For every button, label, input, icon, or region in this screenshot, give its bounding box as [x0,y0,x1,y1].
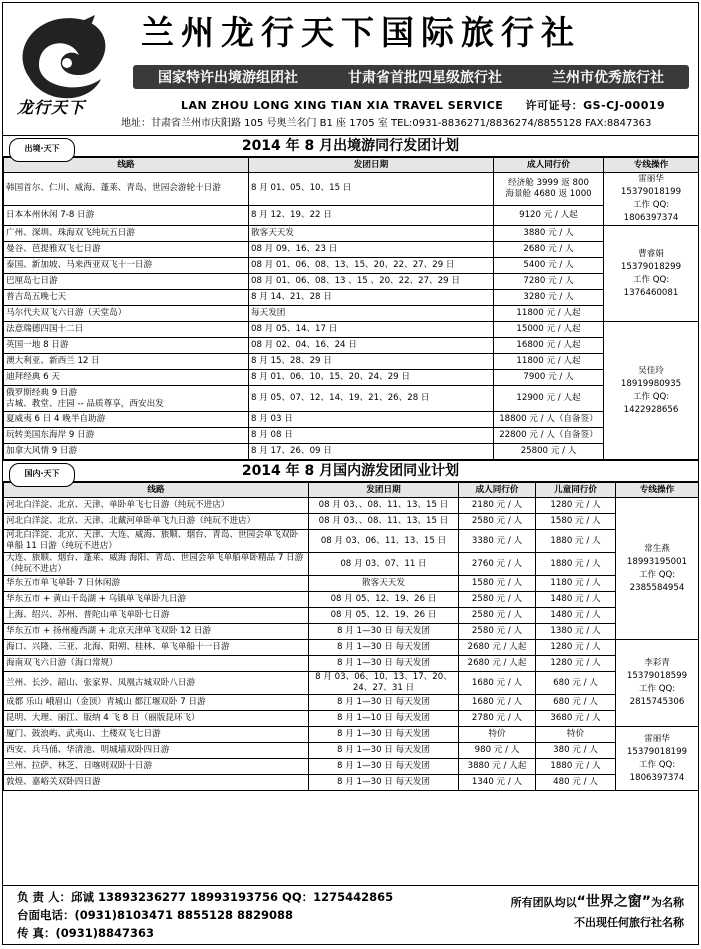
route-cell: 加拿大风情 9 日游 [4,444,249,460]
table-row [4,608,699,624]
contact-name: 吴佳玲 [638,365,664,376]
price-cell: 18800 元 / 人（自备签） [494,412,604,428]
price-cell: 11800 元 / 人起 [494,306,604,322]
price-cell: 3880 元 / 人 [494,226,604,242]
contact-qq-label: 工作 QQ: [638,684,676,694]
child-price-cell: 1180 元 / 人 [536,576,616,592]
date-cell: 08 月 01、06、08、13 、15 、20、22、27、29 日 [249,274,494,290]
date-cell: 08 月 03、06、11、13、15 日 [309,530,459,553]
date-cell: 8 月 15、28、29 日 [249,354,494,370]
route-cell: 上海、绍兴、苏州、普陀山单飞单卧七日游 [4,608,309,624]
contact-cell [616,727,699,791]
route-cell: 华东五市 + 扬州瘦西湖 + 北京天津单飞双卧 12 日游 [4,624,309,640]
child-price-cell: 1880 元 / 人 [536,553,616,576]
domestic-rows [4,498,699,791]
column-header: 专线操作 [616,483,699,498]
notice-line-2: 不出现任何旅行社名称 [574,916,684,929]
column-header: 成人同行价 [459,483,536,498]
adult-price-cell: 1680 元 / 人 [459,672,536,695]
adult-price-cell: 1580 元 / 人 [459,576,536,592]
outbound-rows [4,173,699,460]
child-price-cell: 480 元 / 人 [536,775,616,791]
route-cell: 海南双飞六日游（海口常规） [4,656,309,672]
date-cell: 8 月 12、19、22 日 [249,205,494,225]
route-cell: 厦门、鼓浪屿、武夷山、土楼双飞七日游 [4,727,309,743]
route-cell: 日本本州休闲 7-8 日游 [4,205,249,225]
table-row [4,711,699,727]
child-price-cell: 680 元 / 人 [536,695,616,711]
contact-qq-label: 工作 QQ: [638,569,676,580]
english-name: LAN ZHOU LONG XING TIAN XIA TRAVEL SERVICE [181,99,504,112]
date-cell: 8 月 1—30 日 每天发团 [309,775,459,791]
column-header: 线路 [4,483,309,498]
adult-price-cell: 2580 元 / 人 [459,624,536,640]
footer [3,885,698,944]
adult-price-cell: 2760 元 / 人 [459,553,536,576]
table-row [4,242,699,258]
contact-cell [604,173,699,226]
route-cell: 马尔代夫双飞六日游（天堂岛） [4,306,249,322]
date-cell: 每天发团 [249,306,494,322]
adult-price-cell: 2580 元 / 人 [459,592,536,608]
route-cell: 海口、兴隆、三亚、北海、阳朔、桂林、单飞单船十一日游 [4,640,309,656]
domestic-title-text: 2014 年 8 月国内游发团同业计划 [241,463,460,479]
table-row [4,727,699,743]
route-cell: 法意瑞德四国十二日 [4,322,249,338]
price-cell: 16800 元 / 人起 [494,338,604,354]
table-row [4,498,699,514]
footer-notice [511,892,684,933]
date-cell: 08 月 03、07、11 日 [309,553,459,576]
route-cell: 曼谷、芭提雅双飞七日游 [4,242,249,258]
route-cell: 兰州、长沙、韶山、张家界、凤凰古城双卧八日游 [4,672,309,695]
contact-qq-label: 工作 QQ: [638,759,676,770]
adult-price-cell: 2180 元 / 人 [459,498,536,514]
outbound-badge-icon: 出境·天下 [9,138,75,162]
route-cell: 迪拜经典 6 天 [4,370,249,386]
route-cell: 昆明、大理、丽江、版纳 4 飞 8 日（丽版昆环飞） [4,711,309,727]
license-number: 许可证号：GS-CJ-00019 [525,99,666,112]
date-cell: 08 月 01、06、08、13、15、20、22、27、29 日 [249,258,494,274]
adult-price-cell: 2780 元 / 人 [459,711,536,727]
adult-price-cell: 3880 元 / 人起 [459,759,536,775]
date-cell: 散客天天发 [249,226,494,242]
outbound-table [3,157,699,460]
table-row [4,322,699,338]
date-cell: 8 月 1—10 日 每天发团 [309,711,459,727]
column-header: 专线操作 [604,158,699,173]
contact-cell [604,226,699,322]
contact-qq: 1376460081 [623,287,679,298]
table-row [4,258,699,274]
column-header: 儿童同行价 [536,483,616,498]
notice-text: 所有团队均以 [510,896,577,909]
date-cell: 8 月 1—30 日 每天发团 [309,759,459,775]
child-price-cell: 380 元 / 人 [536,743,616,759]
date-cell: 8 月 1—30 日 每天发团 [309,640,459,656]
price-cell: 22800 元 / 人（自备签） [494,428,604,444]
price-cell: 7900 元 / 人 [494,370,604,386]
address-line: 地址：甘肃省兰州市庆阳路 105 号奥兰名门 B1 座 1705 室 TEL:0931-8836271/8836274/8855128 FAX:8847363 [121,118,652,129]
date-cell: 8 月 1—30 日 每天发团 [309,743,459,759]
child-price-cell: 1480 元 / 人 [536,608,616,624]
child-price-cell: 1380 元 / 人 [536,624,616,640]
contact-cell [616,498,699,640]
date-cell: 08 月 05、12、19、26 日 [309,592,459,608]
slogan-bar [133,65,689,89]
notice-text: 为名称 [651,896,684,909]
domestic-badge-icon: 国内·天下 [9,463,75,487]
price-cell: 3280 元 / 人 [494,290,604,306]
child-price-cell: 1880 元 / 人 [536,759,616,775]
route-cell: 俄罗斯经典 9 日游 古城、教堂、庄园 -- 品质尊享，西安出发 [4,386,249,412]
table-row [4,444,699,460]
contact-qq: 1806397374 [629,772,685,783]
route-cell: 巴厘岛七日游 [4,274,249,290]
contact-cell [616,640,699,727]
manager-line: 负 责 人：邱诚 13893236277 18993193756 QQ：1275442865 [17,890,394,904]
date-cell: 散客天天发 [309,576,459,592]
route-cell: 普吉岛五晚七天 [4,290,249,306]
contact-qq: 1422928656 [623,404,679,415]
child-price-cell: 特价 [536,727,616,743]
adult-price-cell: 980 元 / 人 [459,743,536,759]
contact-cell [604,322,699,460]
child-price-cell: 680 元 / 人 [536,672,616,695]
contact-name: 李彩青 [644,658,670,668]
route-cell: 澳大利亚、新西兰 12 日 [4,354,249,370]
contact-phone: 18919980935 [620,378,682,389]
child-price-cell: 1280 元 / 人 [536,498,616,514]
adult-price-cell: 3380 元 / 人 [459,530,536,553]
child-price-cell: 1280 元 / 人 [536,640,616,656]
date-cell: 8 月 1—30 日 每天发团 [309,624,459,640]
table-row [4,592,699,608]
outbound-section-title [3,136,698,157]
adult-price-cell: 2580 元 / 人 [459,608,536,624]
slogan-item: 国家特许出境游组团社 [158,70,298,86]
adult-price-cell: 2680 元 / 人起 [459,640,536,656]
route-cell: 英国一地 8 日游 [4,338,249,354]
outbound-title-text: 2014 年 8 月出境游同行发团计划 [241,138,460,154]
column-header: 线路 [4,158,249,173]
child-price-cell: 3680 元 / 人 [536,711,616,727]
advertisement-page [2,2,699,945]
table-row [4,354,699,370]
child-price-cell: 1880 元 / 人 [536,530,616,553]
table-row [4,173,699,206]
contact-qq: 1806397374 [623,213,679,223]
date-cell: 08 月 03、、08、11、13、15 日 [309,498,459,514]
route-cell: 成都 乐山 峨眉山（金顶）青城山 都江堰双卧 7 日游 [4,695,309,711]
route-cell: 河北白洋淀、北京、天津、单卧单飞七日游（纯玩不进店） [4,498,309,514]
adult-price-cell: 2580 元 / 人 [459,514,536,530]
column-header: 发团日期 [309,483,459,498]
phone-line: 台面电话：(0931)8103471 8855128 8829088 [17,908,294,922]
date-cell: 8 月 1—30 日 每天发团 [309,727,459,743]
child-price-cell: 1280 元 / 人 [536,656,616,672]
route-cell: 西安、兵马俑、华清池、明城墙双卧四日游 [4,743,309,759]
table-row [4,695,699,711]
column-header: 成人同行价 [494,158,604,173]
table-row [4,656,699,672]
date-cell: 8 月 03 日 [249,412,494,428]
route-cell: 华东五市 + 黄山千岛湖 + 乌镇单飞单卧九日游 [4,592,309,608]
table-row [4,226,699,242]
price-cell: 7280 元 / 人 [494,274,604,290]
child-price-cell: 1480 元 / 人 [536,592,616,608]
table-row [4,386,699,412]
date-cell: 08 月 05、14、17 日 [249,322,494,338]
contact-qq-label: 工作 QQ: [632,391,670,402]
table-row [4,759,699,775]
table-row [4,530,699,553]
route-cell: 华东五市单飞单卧 7 日休闲游 [4,576,309,592]
price-cell: 11800 元 / 人起 [494,354,604,370]
date-cell: 8 月 1—30 日 每天发团 [309,656,459,672]
price-cell: 经济舱 3999 返 800 海景舱 4680 返 1000 [494,173,604,206]
table-row [4,290,699,306]
domestic-table [3,482,699,791]
table-row [4,412,699,428]
route-cell: 河北白洋淀、北京、天津、大连、威海、旅顺、烟台、青岛、世园会单飞双卧单船 11 日游（纯玩不进店） [4,530,309,553]
table-row [4,428,699,444]
contact-name: 曹睿娟 [638,248,664,259]
price-cell: 5400 元 / 人 [494,258,604,274]
table-row [4,274,699,290]
adult-price-cell: 1680 元 / 人 [459,695,536,711]
date-cell: 8 月 03、06、10、13、17、20、24、27、31 日 [309,672,459,695]
contact-qq: 2385584954 [629,582,685,593]
table-row [4,624,699,640]
contact-name: 雷丽华 [644,733,670,744]
adult-price-cell: 2680 元 / 人起 [459,656,536,672]
route-cell: 泰国、新加坡、马来西亚双飞十一日游 [4,258,249,274]
date-cell: 8 月 01、05、10、15 日 [249,173,494,206]
slogan-item: 兰州市优秀旅行社 [552,70,664,86]
date-cell: 08 月 09、16、23 日 [249,242,494,258]
date-cell: 8 月 17、26、09 日 [249,444,494,460]
date-cell: 08 月 02、04、16、24 日 [249,338,494,354]
child-price-cell: 1580 元 / 人 [536,514,616,530]
contact-name: 常生燕 [644,543,670,554]
route-cell: 韩国首尔、仁川、威海、蓬莱、青岛、世园会游轮十日游 [4,173,249,206]
column-header: 发团日期 [249,158,494,173]
date-cell: 8 月 1—30 日 每天发团 [309,695,459,711]
contact-qq: 2815745306 [629,697,685,707]
date-cell: 8 月 14、21、28 日 [249,290,494,306]
route-cell: 兰州、拉萨、林芝、日喀则双卧十日游 [4,759,309,775]
table-row [4,370,699,386]
date-cell: 8 月 01、06、10、15、20、24、29 日 [249,370,494,386]
price-cell: 25800 元 / 人 [494,444,604,460]
date-cell: 08 月 03、、08、11、13、15 日 [309,514,459,530]
header [3,3,698,136]
contact-phone: 15379018199 [620,187,682,197]
contact-phone: 15379018299 [620,261,682,272]
contact-qq-label: 工作 QQ: [632,200,670,210]
table-row [4,672,699,695]
route-cell: 广州、深圳、珠海双飞纯玩五日游 [4,226,249,242]
domestic-section-title [3,460,698,482]
fax-line: 传 真：(0931)8847363 [17,926,155,940]
contact-phone: 15379018199 [626,746,688,757]
table-row [4,205,699,225]
slogan-item: 甘肃省首批四星级旅行社 [348,70,502,86]
table-row [4,775,699,791]
notice-line-1 [511,892,684,913]
contact-qq-label: 工作 QQ: [632,274,670,285]
notice-brand: “世界之窗” [576,894,651,910]
table-row [4,553,699,576]
adult-price-cell: 1340 元 / 人 [459,775,536,791]
contact-phone: 15379018599 [626,671,688,681]
route-cell: 玩转美国东海岸 9 日游 [4,428,249,444]
english-name-line [181,97,665,113]
route-cell: 敦煌、嘉峪关双卧四日游 [4,775,309,791]
contact-phone: 18993195001 [626,556,688,567]
logo-text: 龙行天下 [17,98,86,117]
route-cell: 夏威夷 6 日 4 晚半自助游 [4,412,249,428]
price-cell: 9120 元 / 人起 [494,205,604,225]
table-row [4,306,699,322]
date-cell: 8 月 05、07、12、14、19、21、26、28 日 [249,386,494,412]
contact-name: 雷丽华 [638,174,664,184]
table-row [4,576,699,592]
price-cell: 12900 元 / 人起 [494,386,604,412]
adult-price-cell: 特价 [459,727,536,743]
agency-title: 兰州龙行天下国际旅行社 [141,13,581,52]
date-cell: 08 月 05、12、19、26 日 [309,608,459,624]
footer-contacts [17,888,393,942]
date-cell: 8 月 08 日 [249,428,494,444]
table-row [4,743,699,759]
table-row [4,514,699,530]
price-cell: 15000 元 / 人起 [494,322,604,338]
table-row [4,338,699,354]
route-cell: 大连、旅顺、烟台、蓬莱、威海 海阳、青岛、世园会单飞单船单卧精品 7 日游（纯玩不进店） [4,553,309,576]
table-row [4,640,699,656]
route-cell: 河北白洋淀、北京、天津、北戴河单卧单飞九日游（纯玩不进店） [4,514,309,530]
price-cell: 2680 元 / 人 [494,242,604,258]
